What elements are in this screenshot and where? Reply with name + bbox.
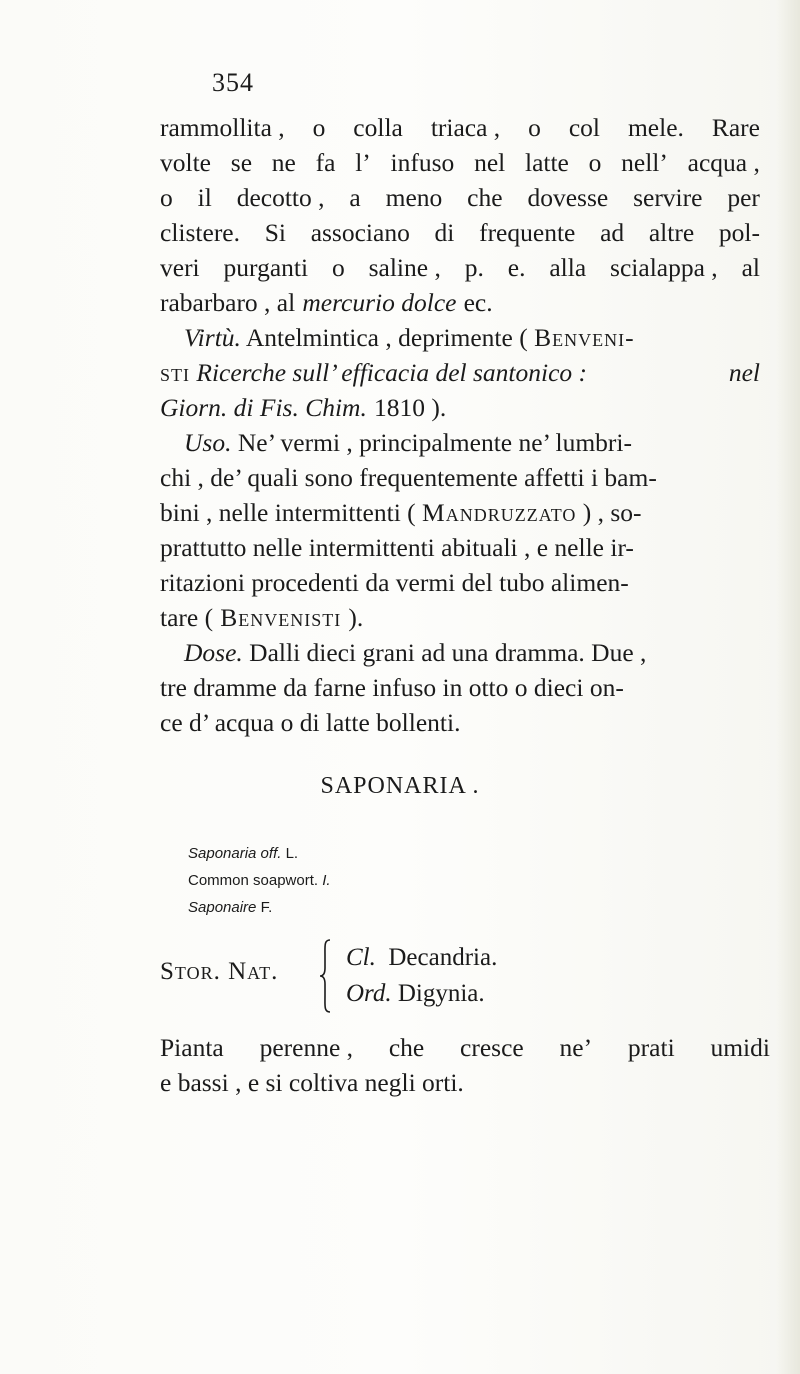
text-line: volte se ne fa l’ infuso nel latte o nell’ acqua , bbox=[160, 148, 760, 177]
description-text-block bbox=[160, 1030, 770, 1100]
text-line: Giorn. di Fis. Chim. 1810 ). bbox=[160, 390, 760, 425]
curly-brace bbox=[318, 938, 332, 1014]
classification-label: Stor. Nat. bbox=[160, 958, 279, 985]
text-line: prattutto nelle intermittenti abituali , e nelle ir- bbox=[160, 533, 634, 562]
author-name: Benveni- bbox=[534, 323, 635, 352]
synonym-latin: Saponaria off. L. bbox=[188, 845, 299, 862]
text-line: sti Ricerche sull’ efficacia del santonico : nel bbox=[160, 358, 760, 387]
text-line: ritazioni procedenti da vermi del tubo alimen- bbox=[160, 568, 629, 597]
text-line: chi , de’ quali sono frequentemente affetti i bam- bbox=[160, 463, 657, 492]
text-line: Virtù. Antelmintica , deprimente ( Benveni- bbox=[184, 323, 635, 352]
main-text-block bbox=[160, 110, 760, 740]
text-line: e bassi , e si coltiva negli orti. bbox=[160, 1068, 464, 1097]
class-line: Cl. Decandria. bbox=[346, 944, 498, 971]
text-line: Dose. Dalli dieci grani ad una dramma. Due , bbox=[184, 638, 647, 667]
author-name: Benvenisti bbox=[220, 603, 342, 632]
section-label-uso: Uso. bbox=[184, 428, 232, 457]
synonyms-block bbox=[188, 840, 331, 921]
text-line: Pianta perenne , che cresce ne’ prati umidi bbox=[160, 1033, 770, 1062]
journal-name: Giorn. di Fis. Chim. bbox=[160, 393, 367, 422]
text-line: tare ( Benvenisti ). bbox=[160, 600, 760, 635]
text-line: rabarbaro , al mercurio dolce ec. bbox=[160, 288, 493, 317]
text-line: clistere. Si associano di frequente ad altre pol- bbox=[160, 218, 760, 247]
text-line: rammollita , o colla triaca , o col mele. Rare bbox=[160, 113, 760, 142]
section-title: SAPONARIA . bbox=[320, 773, 480, 799]
section-label-dose: Dose. bbox=[184, 638, 243, 667]
text-line: o il decotto , a meno che dovesse servire per bbox=[160, 183, 760, 212]
author-name: Mandruzzato bbox=[422, 498, 577, 527]
order-line: Ord. Digynia. bbox=[346, 980, 485, 1007]
section-label-virtu: Virtù. bbox=[184, 323, 241, 352]
synonym-english: Common soapwort. I. bbox=[188, 872, 331, 889]
text-line: Uso. Ne’ vermi , principalmente ne’ lumbri- bbox=[184, 428, 632, 457]
cited-work-title: Ricerche sull’ efficacia del santonico : bbox=[196, 358, 588, 387]
text-line: veri purganti o saline , p. e. alla scialappa , al bbox=[160, 253, 760, 282]
page-number: 354 bbox=[212, 68, 254, 97]
text-line: tre dramme da farne infuso in otto o dieci on- bbox=[160, 673, 624, 702]
classification-values bbox=[346, 940, 497, 1012]
synonym-french: Saponaire F. bbox=[188, 899, 273, 916]
text-line: bini , nelle intermittenti ( Mandruzzato ) , so- bbox=[160, 498, 642, 527]
text-line: ce d’ acqua o di latte bollenti. bbox=[160, 708, 461, 737]
